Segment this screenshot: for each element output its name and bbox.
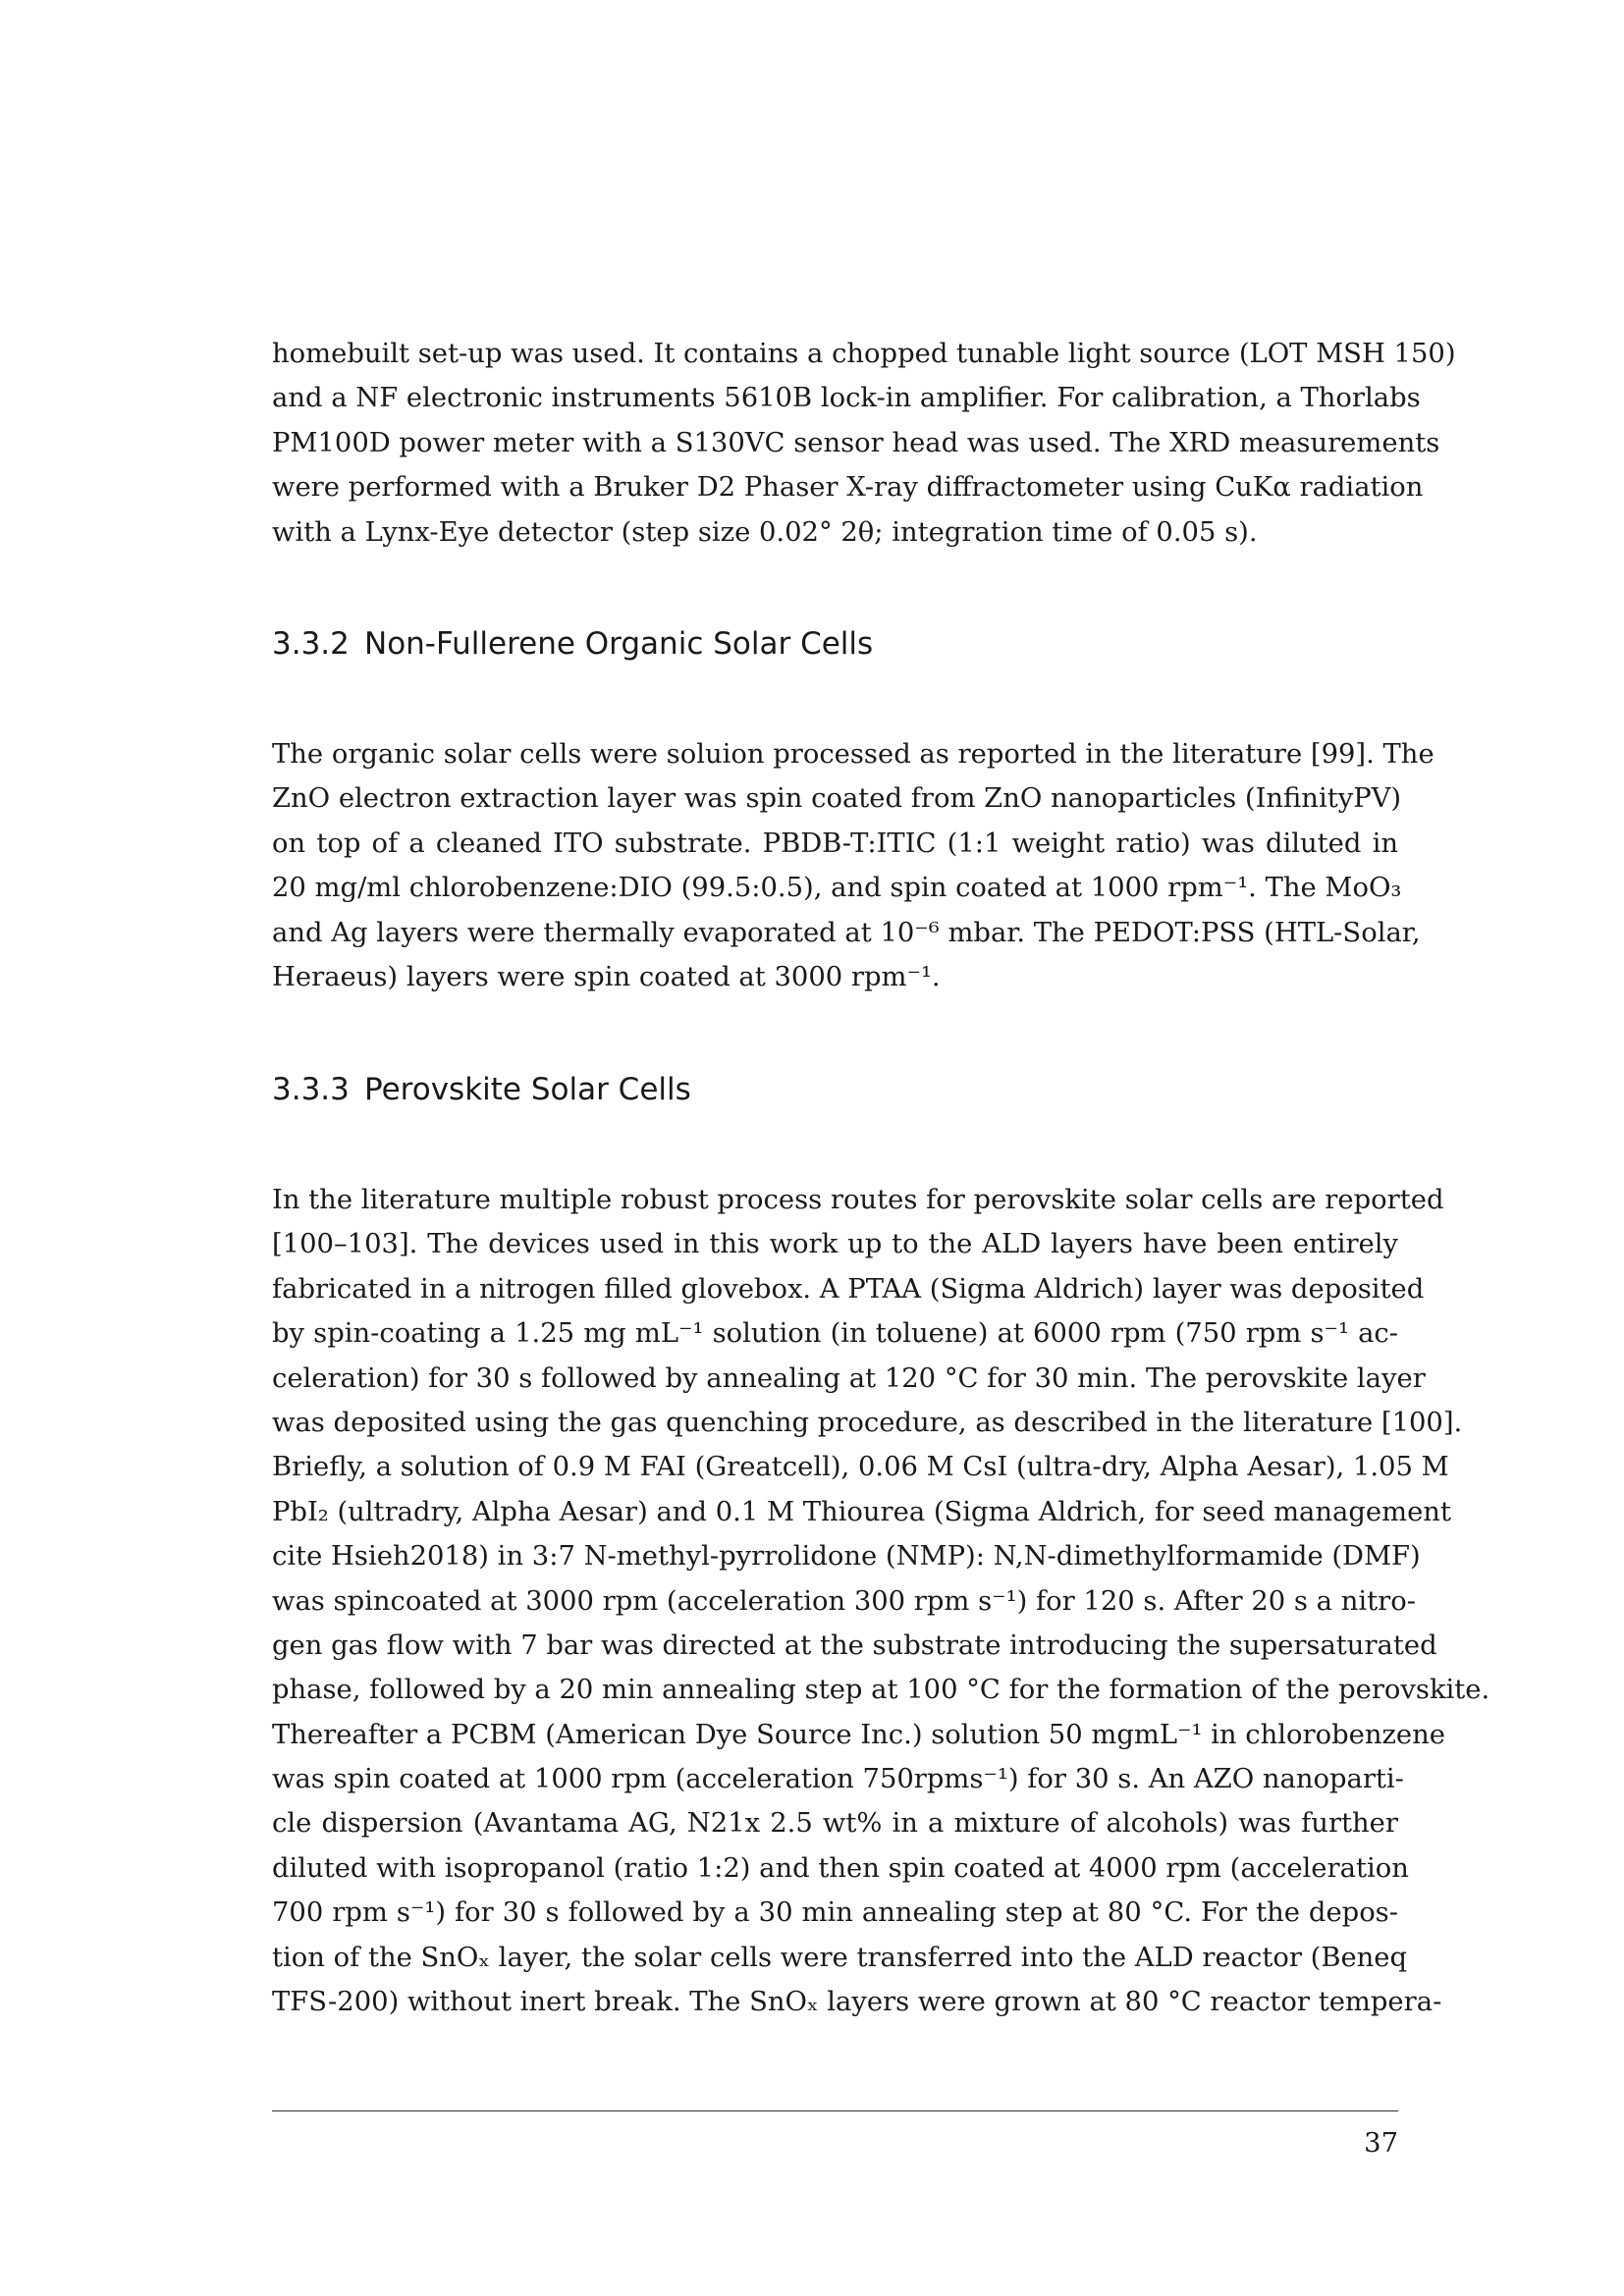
text-line: Briefly, a solution of 0.9 M FAI (Greatcell), 0.06 M CsI (ultra-dry, Alpha Aesar), 1.05 M: [272, 1452, 1449, 1483]
text-line: were performed with a Bruker D2 Phaser X-ray diffractometer using CuKα radiation: [272, 472, 1424, 504]
text-line: In the literature multiple robust process routes for perovskite solar cells are reported: [272, 1185, 1444, 1215]
text-line: PbI₂ (ultradry, Alpha Aesar) and 0.1 M Thiourea (Sigma Aldrich, for seed management: [272, 1496, 1451, 1527]
text-line: gen gas flow with 7 bar was directed at the substrate introducing the supersaturated: [272, 1629, 1437, 1661]
paragraph-measurement-setup: [272, 332, 1456, 555]
text-line: Heraeus) layers were spin coated at 3000 rpm⁻¹.: [272, 961, 941, 992]
text-line: The organic solar cells were soluion processed as reported in the literature [99]. The: [272, 739, 1435, 770]
page-number: 37: [1364, 2128, 1398, 2159]
text-line: and Ag layers were thermally evaporated at 10⁻⁶ mbar. The PEDOT:PSS (HTL-Solar,: [272, 917, 1421, 948]
text-line: homebuilt set-up was used. It contains a chopped tunable light source (LOT MSH 150): [272, 339, 1456, 369]
section-title: Perovskite Solar Cells: [364, 1072, 691, 1107]
text-line: ZnO electron extraction layer was spin coated from ZnO nanoparticles (InfinityPV): [272, 783, 1402, 815]
section-heading-perovskite-solar-cells: [272, 1072, 691, 1107]
footer-divider: [272, 2110, 1398, 2111]
text-line: celeration) for 30 s followed by annealing at 120 °C for 30 min. The perovskite layer: [272, 1362, 1426, 1394]
section-title: Non-Fullerene Organic Solar Cells: [364, 626, 874, 662]
text-line: diluted with isopropanol (ratio 1:2) and then spin coated at 4000 rpm (acceleration: [272, 1852, 1409, 1884]
text-line: with a Lynx-Eye detector (step size 0.02° 2θ; integration time of 0.05 s).: [272, 516, 1258, 548]
text-line: Thereafter a PCBM (American Dye Source Inc.) solution 50 mgmL⁻¹ in chlorobenzene: [272, 1719, 1445, 1750]
section-heading-organic-solar-cells: [272, 626, 873, 662]
text-line: PM100D power meter with a S130VC sensor head was used. The XRD measurements: [272, 427, 1440, 458]
text-line: was deposited using the gas quenching procedure, as described in the literature [100].: [272, 1407, 1463, 1438]
paragraph-organic-solar-cells: [272, 732, 1435, 999]
section-number: 3.3.2: [272, 626, 350, 662]
text-line: was spin coated at 1000 rpm (acceleration 750rpms⁻¹) for 30 s. An AZO nanoparti-: [272, 1764, 1404, 1795]
text-line: on top of a cleaned ITO substrate. PBDB-T:ITIC (1:1 weight ratio) was diluted in: [272, 828, 1398, 859]
text-line: 20 mg/ml chlorobenzene:DIO (99.5:0.5), and spin coated at 1000 rpm⁻¹. The MoO₃: [272, 873, 1402, 904]
text-line: and a NF electronic instruments 5610B lock-in amplifier. For calibration, a Thorlabs: [272, 383, 1421, 414]
text-line: 700 rpm s⁻¹) for 30 s followed by a 30 min annealing step at 80 °C. For the depos-: [272, 1897, 1398, 1929]
text-line: by spin-coating a 1.25 mg mL⁻¹ solution (in toluene) at 6000 rpm (750 rpm s⁻¹ ac-: [272, 1318, 1398, 1350]
paragraph-perovskite-solar-cells: [272, 1178, 1490, 2024]
text-line: was spincoated at 3000 rpm (acceleration 300 rpm s⁻¹) for 120 s. After 20 s a nitro-: [272, 1585, 1416, 1617]
text-line: TFS-200) without inert break. The SnOₓ layers were grown at 80 °C reactor tempera-: [272, 1987, 1442, 2018]
text-line: [100–103]. The devices used in this work up to the ALD layers have been entirely: [272, 1229, 1398, 1260]
text-line: fabricated in a nitrogen filled glovebox. A PTAA (Sigma Aldrich) layer was deposited: [272, 1273, 1425, 1305]
section-number: 3.3.3: [272, 1072, 350, 1107]
text-line: cite Hsieh2018) in 3:7 N-methyl-pyrrolidone (NMP): N,N-dimethylformamide (DMF): [272, 1541, 1421, 1573]
text-line: phase, followed by a 20 min annealing step at 100 °C for the formation of the perovskite.: [272, 1675, 1490, 1706]
text-line: tion of the SnOₓ layer, the solar cells were transferred into the ALD reactor (Beneq: [272, 1942, 1408, 1973]
text-line: cle dispersion (Avantama AG, N21x 2.5 wt% in a mixture of alcohols) was further: [272, 1808, 1398, 1840]
